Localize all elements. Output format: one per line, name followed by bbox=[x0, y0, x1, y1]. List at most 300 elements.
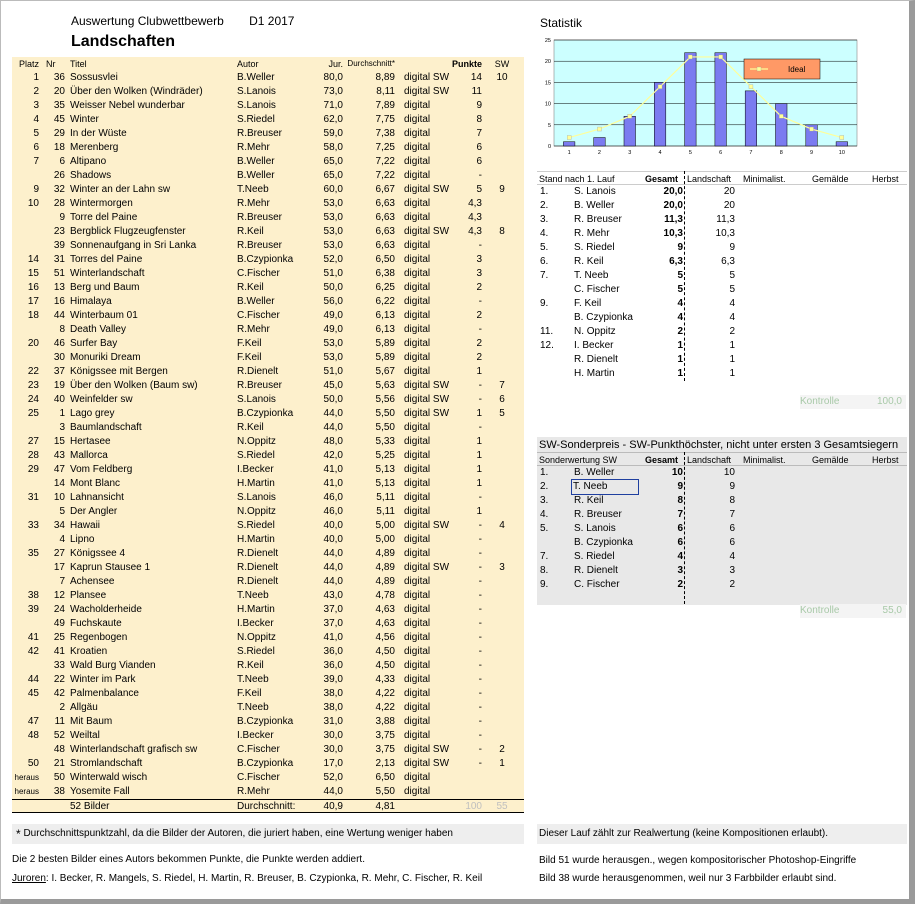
table-row bbox=[12, 785, 524, 799]
cell-nr: 11 bbox=[54, 716, 65, 727]
cell-platz: 47 bbox=[27, 716, 39, 727]
cell-landschaft: 9 bbox=[729, 481, 735, 492]
cell-rank: 8. bbox=[540, 565, 549, 576]
cell-autor: R.Mehr bbox=[237, 198, 270, 209]
cell-name: B. Weller bbox=[574, 200, 615, 211]
cell-autor: R.Breuser bbox=[237, 380, 283, 391]
cell-punkte: - bbox=[478, 646, 482, 657]
cell-medium: digital bbox=[404, 576, 431, 587]
cell-avg: 6,25 bbox=[375, 282, 395, 293]
juroren-label: Juroren bbox=[12, 873, 46, 884]
cell-punkte: - bbox=[478, 618, 482, 629]
cell-nr: 51 bbox=[53, 268, 65, 279]
cell-avg: 5,11 bbox=[376, 506, 395, 517]
cell-gesamt: 10,3 bbox=[663, 228, 683, 239]
cell-medium: digital bbox=[404, 142, 431, 153]
cell-rank: 4. bbox=[540, 509, 549, 520]
cell-name: R. Dienelt bbox=[574, 565, 618, 576]
cell-titel: Winter bbox=[70, 114, 99, 125]
cell-nr: 28 bbox=[53, 198, 65, 209]
cell-titel: Vom Feldberg bbox=[70, 464, 133, 475]
chart-bar bbox=[624, 116, 636, 146]
cell-nr: 9 bbox=[59, 212, 65, 223]
juroren-note bbox=[12, 873, 482, 884]
cell-nr: 22 bbox=[53, 674, 65, 685]
cell-avg: 4,63 bbox=[375, 604, 395, 615]
header-jur: Jur. bbox=[328, 59, 343, 69]
cell-medium: digital SW bbox=[404, 380, 450, 391]
cell-punkte: - bbox=[478, 660, 482, 671]
cell-nr: 52 bbox=[53, 730, 65, 741]
cell-nr: 35 bbox=[53, 100, 65, 111]
cell-nr: 19 bbox=[53, 380, 65, 391]
cell-landschaft: 11,3 bbox=[716, 214, 735, 225]
cell-landschaft: 1 bbox=[729, 354, 735, 365]
list-item bbox=[537, 199, 907, 213]
table-row bbox=[12, 715, 524, 729]
cell-landschaft: 7 bbox=[729, 509, 735, 520]
x-tick-label: 1 bbox=[567, 150, 571, 156]
cell-avg: 4,22 bbox=[375, 688, 395, 699]
cell-autor: N.Oppitz bbox=[237, 436, 276, 447]
cell-medium: digital SW bbox=[404, 744, 450, 755]
table-row bbox=[12, 421, 524, 435]
list-item bbox=[537, 536, 907, 550]
cell-medium: digital bbox=[404, 128, 431, 139]
cell-titel: Shadows bbox=[70, 170, 112, 181]
cell-gesamt: 11,3 bbox=[664, 214, 683, 225]
table-row bbox=[12, 771, 524, 785]
x-tick-label: 2 bbox=[597, 150, 601, 156]
list-item bbox=[537, 297, 907, 311]
table-row bbox=[12, 253, 524, 267]
cell-punkte: - bbox=[478, 380, 482, 391]
cell-nr: 37 bbox=[53, 366, 65, 377]
cell-nr: 3 bbox=[59, 422, 65, 433]
list-item bbox=[537, 494, 907, 508]
sw-header-herbst: Herbst bbox=[872, 455, 899, 465]
cell-medium: digital bbox=[404, 618, 431, 629]
cell-medium: digital bbox=[404, 114, 431, 125]
table-row bbox=[12, 575, 524, 589]
cell-titel: Stromlandschaft bbox=[70, 758, 143, 769]
cell-rank: 1. bbox=[540, 467, 549, 478]
ideal-point bbox=[597, 127, 601, 131]
report-title bbox=[71, 14, 294, 28]
cell-autor: R.Keil bbox=[237, 226, 264, 237]
cell-landschaft: 5 bbox=[729, 270, 735, 281]
cell-avg: 7,89 bbox=[375, 100, 395, 111]
statistik-chart bbox=[540, 35, 860, 165]
cell-nr: 39 bbox=[53, 240, 65, 251]
cell-nr: 49 bbox=[53, 618, 65, 629]
table-row bbox=[12, 393, 524, 407]
cell-jur: 44,0 bbox=[323, 576, 343, 587]
cell-nr: 27 bbox=[53, 548, 65, 559]
table-row bbox=[12, 449, 524, 463]
cell-jur: 51,0 bbox=[323, 268, 343, 279]
cell-landschaft: 1 bbox=[729, 340, 735, 351]
cell-titel: Regenbogen bbox=[70, 632, 128, 643]
ranking-table bbox=[12, 57, 524, 813]
chart-bar bbox=[654, 82, 666, 146]
cell-gesamt: 1 bbox=[677, 340, 683, 351]
cell-avg: 5,89 bbox=[375, 338, 395, 349]
cell-avg: 6,63 bbox=[375, 240, 395, 251]
chart-bar bbox=[745, 91, 757, 146]
cell-autor: C.Fischer bbox=[237, 268, 280, 279]
ideal-point bbox=[810, 127, 814, 131]
cell-platz: 39 bbox=[27, 604, 39, 615]
list-item bbox=[537, 227, 907, 241]
cell-punkte: 4,3 bbox=[468, 226, 482, 237]
y-tick-label: 10 bbox=[544, 101, 551, 108]
list-item bbox=[537, 522, 907, 536]
cell-autor: F.Keil bbox=[237, 352, 262, 363]
cell-jur: 30,0 bbox=[323, 730, 343, 741]
cell-rank: 9. bbox=[540, 579, 549, 590]
cell-titel: Über den Wolken (Baum sw) bbox=[70, 380, 198, 391]
stand-header-herbst: Herbst bbox=[872, 174, 899, 184]
cell-avg: 5,89 bbox=[375, 352, 395, 363]
summary-label: Durchschnitt: bbox=[237, 801, 296, 812]
cell-nr: 6 bbox=[59, 156, 65, 167]
cell-rank: 9. bbox=[540, 298, 549, 309]
cell-punkte: - bbox=[478, 534, 482, 545]
x-tick-label: 4 bbox=[658, 150, 662, 156]
cell-name: C. Fischer bbox=[574, 284, 620, 295]
table-row bbox=[12, 239, 524, 253]
cell-punkte: - bbox=[478, 716, 482, 727]
cell-jur: 36,0 bbox=[323, 660, 343, 671]
cell-avg: 7,38 bbox=[375, 128, 395, 139]
cell-jur: 39,0 bbox=[323, 674, 343, 685]
cell-avg: 6,13 bbox=[375, 324, 395, 335]
cell-avg: 7,75 bbox=[375, 114, 395, 125]
cell-punkte: 1 bbox=[476, 366, 482, 377]
cell-punkte: 3 bbox=[476, 254, 482, 265]
table-row bbox=[12, 617, 524, 631]
cell-punkte: 1 bbox=[476, 478, 482, 489]
cell-titel: Lahnansicht bbox=[70, 492, 124, 503]
cell-punkte: 2 bbox=[476, 338, 482, 349]
cell-medium: digital SW bbox=[404, 520, 450, 531]
sw-kontrolle-value: 55,0 bbox=[882, 605, 902, 616]
cell-nr: 23 bbox=[53, 226, 65, 237]
cell-name: S. Lanois bbox=[574, 523, 616, 534]
table-row bbox=[12, 309, 524, 323]
cell-autor: R.Dienelt bbox=[237, 548, 279, 559]
cell-punkte: 7 bbox=[476, 128, 482, 139]
cell-avg: 8,89 bbox=[375, 72, 395, 83]
cell-punkte: - bbox=[478, 688, 482, 699]
cell-jur: 53,0 bbox=[323, 352, 343, 363]
cell-gesamt: 9 bbox=[677, 242, 683, 253]
cell-name: R. Breuser bbox=[574, 509, 622, 520]
cell-avg: 5,13 bbox=[375, 464, 395, 475]
cell-autor: R.Keil bbox=[237, 422, 264, 433]
y-tick-label: 25 bbox=[544, 38, 551, 44]
cell-platz: 41 bbox=[27, 632, 39, 643]
cell-platz: 9 bbox=[33, 184, 39, 195]
cell-punkte: 1 bbox=[476, 450, 482, 461]
cell-platz: 48 bbox=[27, 730, 39, 741]
cell-titel: Merenberg bbox=[70, 142, 119, 153]
cell-landschaft: 8 bbox=[729, 495, 735, 506]
cell-jur: 41,0 bbox=[323, 478, 343, 489]
cell-nr: 32 bbox=[53, 184, 65, 195]
x-tick-label: 5 bbox=[688, 150, 692, 156]
table-row bbox=[12, 645, 524, 659]
cell-name: B. Czypionka bbox=[574, 312, 633, 323]
cell-medium: digital SW bbox=[404, 562, 450, 573]
cell-name[interactable]: T. Neeb bbox=[572, 480, 638, 494]
y-tick-label: 20 bbox=[544, 59, 551, 66]
realwertung-note: Dieser Lauf zählt zur Realwertung (keine Kompositionen erlaubt). bbox=[537, 824, 907, 844]
cell-avg: 6,38 bbox=[375, 268, 395, 279]
cell-medium: digital SW bbox=[404, 226, 450, 237]
cell-avg: 6,50 bbox=[375, 772, 395, 783]
cell-autor: H.Martin bbox=[237, 604, 275, 615]
cell-punkte: - bbox=[478, 632, 482, 643]
list-item bbox=[537, 578, 907, 592]
cell-nr: 43 bbox=[53, 450, 65, 461]
cell-titel: Hawaii bbox=[70, 520, 101, 531]
cell-platz: 25 bbox=[27, 408, 39, 419]
cell-name: R. Keil bbox=[574, 256, 604, 267]
table-row bbox=[12, 225, 524, 239]
cell-landschaft: 6,3 bbox=[721, 256, 735, 267]
cell-titel: Baumlandschaft bbox=[70, 422, 142, 433]
cell-avg: 5,56 bbox=[375, 394, 395, 405]
cell-autor: R.Keil bbox=[237, 282, 264, 293]
sw-kontrolle bbox=[800, 604, 906, 618]
summary-avg: 4,81 bbox=[375, 801, 395, 812]
list-item bbox=[537, 255, 907, 269]
cell-medium: digital bbox=[404, 506, 431, 517]
x-tick-label: 10 bbox=[838, 150, 845, 156]
cell-titel: Sonnenaufgang in Sri Lanka bbox=[70, 240, 197, 251]
cell-avg: 2,13 bbox=[375, 758, 395, 769]
cell-sw: 4 bbox=[499, 520, 505, 531]
table-row bbox=[12, 505, 524, 519]
sw-rows bbox=[537, 466, 907, 592]
cell-landschaft: 1 bbox=[729, 368, 735, 379]
cell-punkte: - bbox=[478, 576, 482, 587]
cell-punkte: - bbox=[478, 590, 482, 601]
cell-gesamt: 6 bbox=[677, 523, 683, 534]
cell-jur: 40,0 bbox=[323, 534, 343, 545]
cell-sw: 5 bbox=[499, 408, 505, 419]
cell-autor: H.Martin bbox=[237, 534, 275, 545]
ranking-rows bbox=[12, 71, 524, 799]
cell-sw: 3 bbox=[499, 562, 505, 573]
stand-kontrolle-label: Kontrolle bbox=[800, 396, 840, 407]
cell-autor: F.Keil bbox=[237, 688, 262, 699]
cell-gesamt: 6,3 bbox=[669, 256, 683, 267]
cell-rank: 3. bbox=[540, 214, 549, 225]
cell-titel: Kroatien bbox=[70, 646, 108, 657]
cell-sw: 8 bbox=[499, 226, 505, 237]
cell-sw: 9 bbox=[499, 184, 505, 195]
cell-punkte: - bbox=[478, 240, 482, 251]
cell-autor: C.Fischer bbox=[237, 310, 280, 321]
cell-gesamt: 5 bbox=[677, 284, 683, 295]
cell-titel: Sossusvlei bbox=[70, 72, 118, 83]
cell-autor: S.Riedel bbox=[237, 114, 275, 125]
cell-name: S. Riedel bbox=[574, 242, 615, 253]
cell-titel: Monuriki Dream bbox=[70, 352, 141, 363]
stand-kontrolle-value: 100,0 bbox=[876, 396, 902, 407]
cell-titel: Über den Wolken (Windräder) bbox=[70, 86, 203, 97]
cell-avg: 5,13 bbox=[375, 478, 395, 489]
summary-jur: 40,9 bbox=[323, 801, 343, 812]
ideal-point bbox=[658, 85, 662, 89]
stand-header bbox=[537, 171, 907, 185]
sw-table bbox=[537, 452, 907, 592]
cell-nr: 15 bbox=[53, 436, 65, 447]
cell-avg: 5,50 bbox=[375, 408, 395, 419]
table-row bbox=[12, 743, 524, 757]
cell-platz: 38 bbox=[27, 590, 39, 601]
cell-autor: B.Czypionka bbox=[237, 758, 294, 769]
cell-punkte: 6 bbox=[476, 142, 482, 153]
cell-autor: S.Lanois bbox=[237, 492, 276, 503]
table-row bbox=[12, 631, 524, 645]
cell-platz: 23 bbox=[27, 380, 39, 391]
cell-jur: 38,0 bbox=[323, 688, 343, 699]
cell-jur: 53,0 bbox=[323, 198, 343, 209]
cell-punkte: - bbox=[478, 674, 482, 685]
cell-medium: digital bbox=[404, 450, 431, 461]
cell-nr: 13 bbox=[53, 282, 65, 293]
cell-titel: Wald Burg Vianden bbox=[70, 660, 156, 671]
cell-avg: 5,11 bbox=[376, 492, 395, 503]
cell-nr: 40 bbox=[53, 394, 65, 405]
cell-punkte: - bbox=[478, 744, 482, 755]
cell-platz: 16 bbox=[27, 282, 39, 293]
cell-autor: R.Dienelt bbox=[237, 576, 279, 587]
cell-titel: Mit Baum bbox=[70, 716, 113, 727]
cell-sw: 10 bbox=[496, 72, 508, 83]
cell-punkte: - bbox=[478, 394, 482, 405]
legend-label: Ideal bbox=[788, 65, 806, 74]
cell-avg: 6,67 bbox=[375, 184, 395, 195]
report-title-text: Auswertung Clubwettbewerb bbox=[71, 14, 224, 28]
cell-landschaft: 6 bbox=[729, 537, 735, 548]
cell-avg: 4,78 bbox=[375, 590, 395, 601]
cell-autor: N.Oppitz bbox=[237, 632, 276, 643]
cell-jur: 80,0 bbox=[323, 72, 343, 83]
cell-jur: 65,0 bbox=[323, 156, 343, 167]
table-row bbox=[12, 337, 524, 351]
cell-punkte: - bbox=[478, 730, 482, 741]
cell-punkte: - bbox=[478, 170, 482, 181]
cell-nr: 29 bbox=[53, 128, 65, 139]
cell-avg: 7,22 bbox=[375, 156, 395, 167]
sw-header-title: Sonderwertung SW bbox=[539, 455, 618, 465]
cell-punkte: 4,3 bbox=[468, 212, 482, 223]
cell-autor: B.Czypionka bbox=[237, 716, 294, 727]
cell-platz: heraus bbox=[14, 787, 39, 796]
cell-titel: Weinfelder sw bbox=[70, 394, 133, 405]
cell-platz: 42 bbox=[27, 646, 39, 657]
table-row bbox=[12, 407, 524, 421]
chart-bar bbox=[563, 142, 575, 146]
cell-autor: B.Weller bbox=[237, 170, 275, 181]
cell-titel: Death Valley bbox=[70, 324, 126, 335]
list-item bbox=[537, 311, 907, 325]
table-row bbox=[12, 477, 524, 491]
table-row bbox=[12, 99, 524, 113]
cell-landschaft: 2 bbox=[729, 579, 735, 590]
cell-jur: 49,0 bbox=[323, 324, 343, 335]
cell-avg: 6,22 bbox=[375, 296, 395, 307]
cell-nr: 4 bbox=[59, 534, 65, 545]
cell-punkte: - bbox=[478, 296, 482, 307]
table-row bbox=[12, 71, 524, 85]
cell-medium: digital bbox=[404, 702, 431, 713]
cell-autor: S.Lanois bbox=[237, 86, 276, 97]
cell-autor: R.Mehr bbox=[237, 142, 270, 153]
stand-header-landschaft: Landschaft bbox=[687, 174, 732, 184]
cell-gesamt: 2 bbox=[677, 326, 683, 337]
cell-punkte: - bbox=[478, 702, 482, 713]
table-row bbox=[12, 211, 524, 225]
cell-platz: 5 bbox=[33, 128, 39, 139]
chart-bar bbox=[836, 142, 848, 146]
cell-platz: 50 bbox=[27, 758, 39, 769]
cell-medium: digital SW bbox=[404, 394, 450, 405]
cell-gesamt: 10 bbox=[671, 467, 683, 478]
cell-titel: Hertasee bbox=[70, 436, 111, 447]
cell-titel: Der Angler bbox=[70, 506, 118, 517]
table-row bbox=[12, 183, 524, 197]
cell-platz: 28 bbox=[27, 450, 39, 461]
cell-nr: 14 bbox=[53, 478, 65, 489]
cell-rank: 11. bbox=[540, 326, 554, 337]
cell-jur: 60,0 bbox=[323, 184, 343, 195]
cell-titel: Winterbaum 01 bbox=[70, 310, 138, 321]
cell-jur: 46,0 bbox=[323, 506, 343, 517]
chart-bar bbox=[594, 138, 606, 146]
sw-header-minimalist: Minimalist. bbox=[743, 455, 786, 465]
cell-medium: digital SW bbox=[404, 408, 450, 419]
list-item bbox=[537, 353, 907, 367]
cell-jur: 49,0 bbox=[323, 310, 343, 321]
cell-rank: 7. bbox=[540, 270, 549, 281]
cell-gesamt: 8 bbox=[677, 495, 683, 506]
cell-autor: I.Becker bbox=[237, 464, 274, 475]
x-tick-label: 6 bbox=[719, 150, 723, 156]
cell-medium: digital bbox=[404, 632, 431, 643]
table-row bbox=[12, 519, 524, 533]
table-row bbox=[12, 169, 524, 183]
cell-rank: 5. bbox=[540, 523, 549, 534]
cell-avg: 5,25 bbox=[375, 450, 395, 461]
header-platz: Platz bbox=[18, 59, 39, 69]
cell-avg: 4,63 bbox=[375, 618, 395, 629]
cell-titel: Weiltal bbox=[70, 730, 100, 741]
cell-titel: Kaprun Stausee 1 bbox=[70, 562, 151, 573]
chart-bar bbox=[775, 104, 787, 146]
cell-autor: R.Breuser bbox=[237, 240, 283, 251]
cell-nr: 48 bbox=[53, 744, 65, 755]
table-row bbox=[12, 295, 524, 309]
cell-platz: 44 bbox=[27, 674, 39, 685]
cell-nr: 38 bbox=[53, 786, 65, 797]
cell-nr: 30 bbox=[53, 352, 65, 363]
